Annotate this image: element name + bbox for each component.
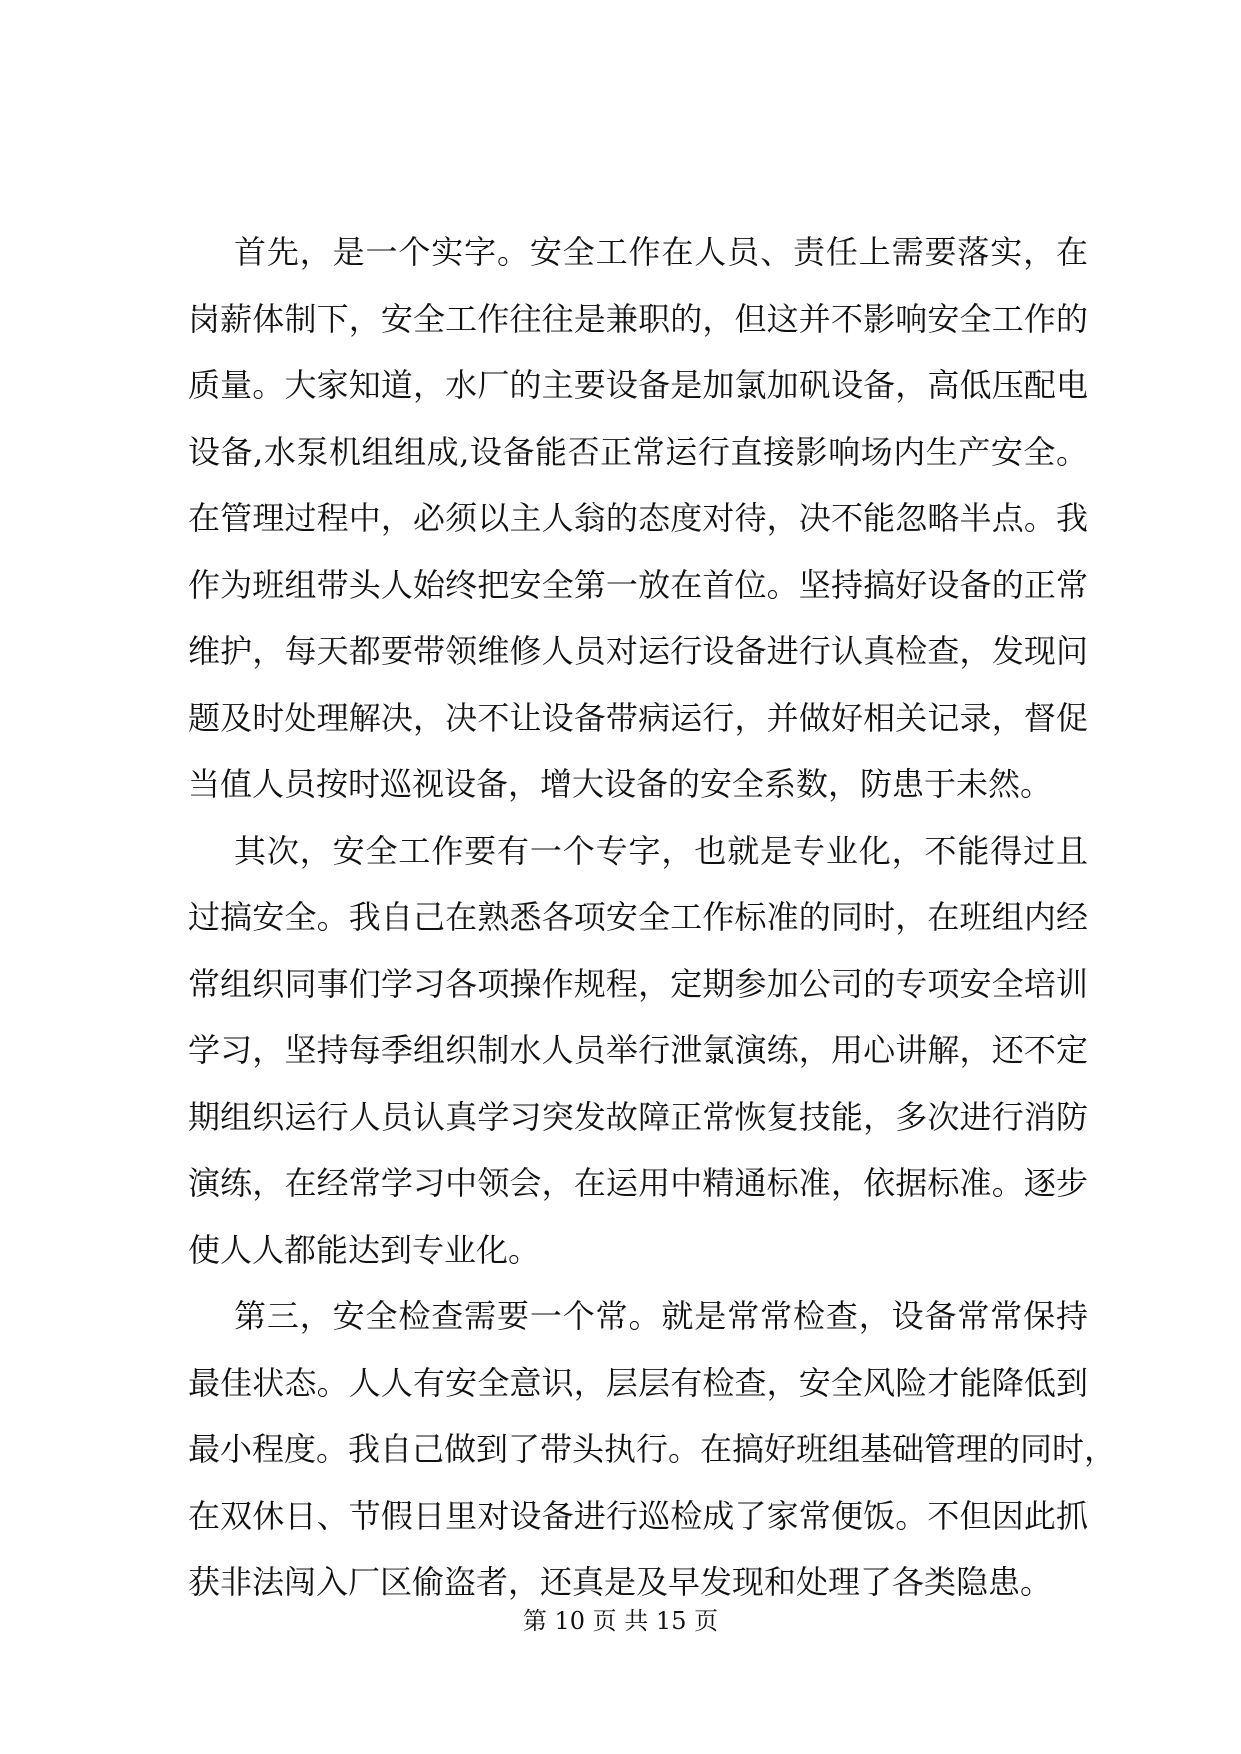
paragraph-3-line-5: 获非法闯入厂区偷盗者，还真是及早发现和处理了各类隐患。	[188, 1563, 1053, 1601]
paragraph-1-line-9: 当值人员按时巡视设备，增大设备的安全系数，防患于未然。	[188, 765, 1053, 803]
paragraph-2-line-3: 常组织同事们学习各项操作规程，定期参加公司的专项安全培训	[188, 964, 1088, 1003]
paragraph-1-line-1: 首先，是一个实字。安全工作在人员、责任上需要落实，在	[234, 233, 1088, 271]
paragraph-1-line-6: 作为班组带头人始终把安全第一放在首位。坚持搞好设备的正常	[188, 565, 1088, 604]
paragraph-2-line-1: 其次，安全工作要有一个专字，也就是专业化，不能得过且	[234, 831, 1088, 870]
paragraph-3-line-3: 最小程度。我自己做到了带头执行。在搞好班组基础管理的同时，	[188, 1430, 1117, 1468]
paragraph-2-line-5: 期组织运行人员认真学习突发故障正常恢复技能，多次进行消防	[188, 1097, 1088, 1136]
paragraph-1-line-8: 题及时处理解决，决不让设备带病运行，并做好相关记录，督促	[188, 698, 1088, 737]
paragraph-1-line-5: 在管理过程中，必须以主人翁的态度对待，决不能忽略半点。我	[188, 499, 1088, 537]
paragraph-2-line-2: 过搞安全。我自己在熟悉各项安全工作标准的同时，在班组内经	[188, 898, 1088, 936]
document-body	[188, 232, 1117, 1629]
paragraph-3-line-2: 最佳状态。人人有安全意识，层层有检查，安全风险才能降低到	[188, 1363, 1088, 1402]
page-number-footer: 第 10 页 共 15 页	[522, 1607, 719, 1635]
paragraph-1-line-7: 维护，每天都要带领维修人员对运行设备进行认真检查，发现问	[188, 632, 1088, 670]
paragraph-1-line-3: 质量。大家知道，水厂的主要设备是加氯加矾设备，高低压配电	[188, 366, 1088, 404]
paragraph-3-line-1: 第三，安全检查需要一个常。就是常常检查，设备常常保持	[234, 1297, 1088, 1335]
paragraph-2-line-4: 学习，坚持每季组织制水人员举行泄氯演练，用心讲解，还不定	[188, 1031, 1088, 1069]
paragraph-1-line-4: 设备,水泵机组组成,设备能否正常运行直接影响场内生产安全。	[188, 432, 1088, 471]
paragraph-2-line-7: 使人人都能达到专业化。	[188, 1230, 541, 1269]
paragraph-2-line-6: 演练，在经常学习中领会，在运用中精通标准，依据标准。逐步	[188, 1164, 1088, 1202]
paragraph-3-line-4: 在双休日、节假日里对设备进行巡检成了家常便饭。不但因此抓	[188, 1496, 1088, 1535]
paragraph-1-line-2: 岗薪体制下，安全工作往往是兼职的，但这并不影响安全工作的	[188, 299, 1088, 338]
